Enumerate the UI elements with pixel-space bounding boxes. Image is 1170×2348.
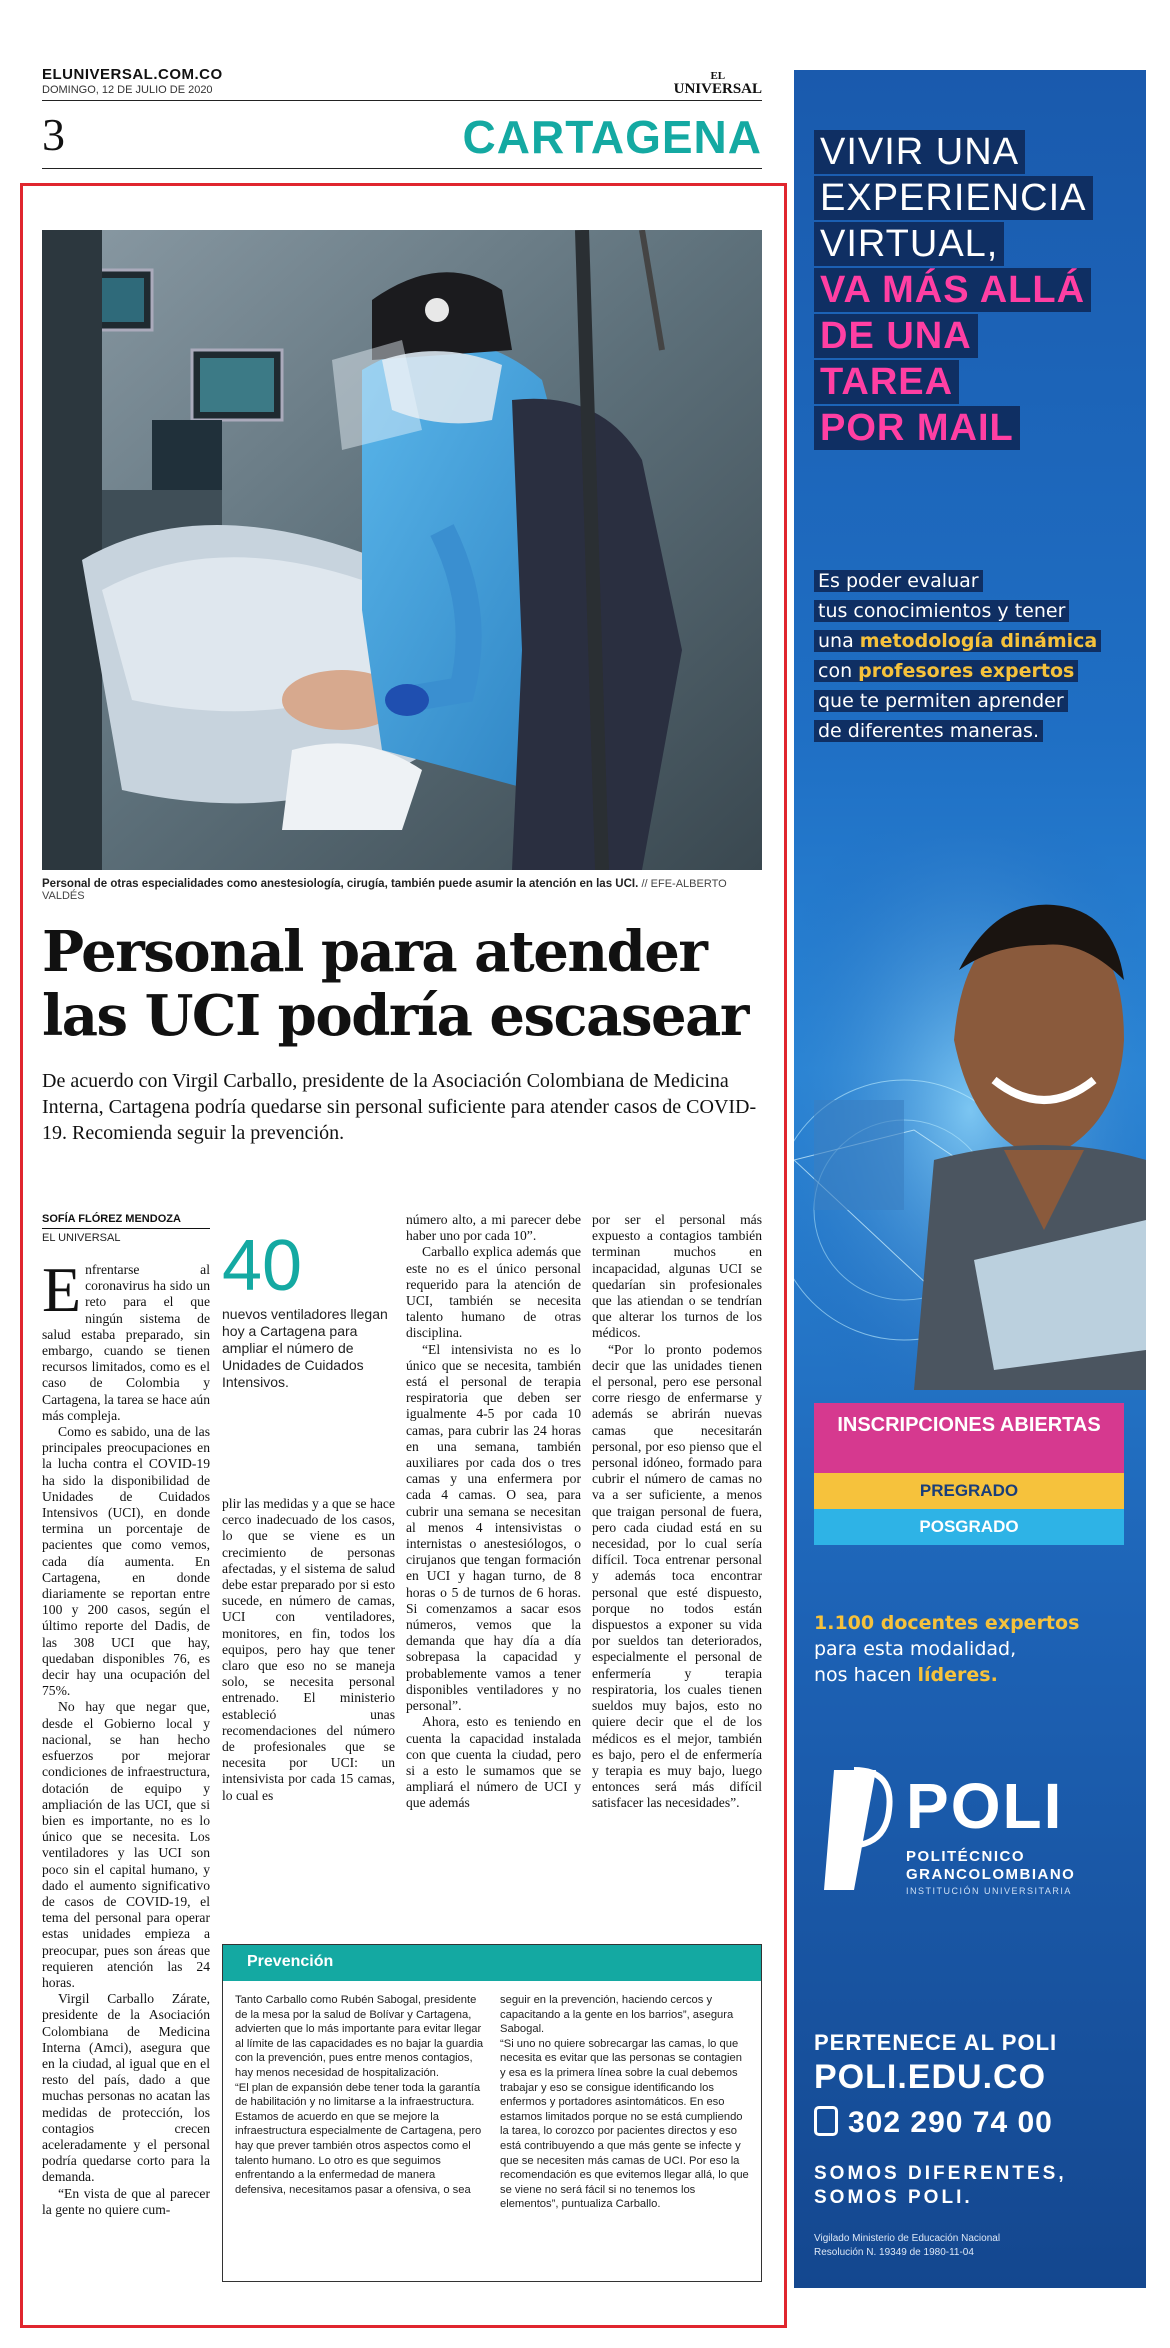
student-photo (794, 830, 1146, 1390)
paragraph: Virgil Carballo Zárate, presidente de la Asociación Colombiana de Medicina Interna (Amci), asegura que en la ciudad, al igual que en el resto del país, dado a que muchas personas no acatan las medidas de protección, los contagios crecen aceleradamente y el personal podría quedarse corto para la demanda. (42, 1991, 210, 2185)
article-deck: De acuerdo con Virgil Carballo, presidente de la Asociación Colombiana de Medicina Interna, Cartagena podría quedarse sin personal suficiente para atender casos de COVID-19. Recomienda seguir la prevención. (42, 1070, 757, 1144)
article-column-1 (42, 1254, 210, 2218)
phone-icon (814, 2106, 838, 2136)
paragraph: Como es sabido, una de las principales preocupaciones en la lucha contra el COVID-19 ha sido la disponibilidad de Unidades de Cuidados Intensivos (UCI), en donde termina un porcentaje de pacientes que como vemos, cada día aumenta. En Cartagena, en donde diariamente se reportan entre 100 y 200 casos, según el último reporte del Dadis, de las 308 UCI que hay, quedaban disponibles 76, es decir hay una ocupación del 75%. (42, 1424, 210, 1699)
stat-number: 40 (222, 1226, 303, 1306)
caption-credit: // EFE-ALBERTO VALDÉS (42, 878, 727, 902)
photo-caption (42, 878, 762, 902)
paragraph: número alto, a mi parecer debe haber uno por cada 10”. (406, 1212, 581, 1244)
masthead (42, 66, 762, 163)
paragraph: Ahora, esto es teniendo en cuenta la capacidad instalada con que cuenta la ciudad, pero si a esto le sumamos que se ampliará el número de UCI y que además (406, 1714, 581, 1811)
box-column-right: seguir en la prevención, haciendo cercos y capacitando a la gente en los barrios”, asegura Sabogal. “Si uno no quiere sobrecargar las camas, lo que necesita es evitar que las personas se contagien y esa es la primera línea sobre la cual debemos trabajar y eso se consigue identificando los enfermos y portadores asintomáticos. En eso estamos limitados porque no se está cumpliendo la tarea, lo corozco por pacientes directos y eso está contribuyendo a que más gente se infecte y que se necesiten más camas de UCI. Por eso la recomendación es que evitemos llegar allá, lo que se viene no será fácil si no tenemos los elementos”, puntualiza Carballo. (500, 1994, 749, 2211)
ad-headline-line: POR MAIL (814, 406, 1020, 450)
article-column-2 (222, 1496, 395, 1804)
byline (42, 1213, 210, 1244)
stat-text: nuevos ventiladores llegan hoy a Cartagena para ampliar el número de Unidades de Cuidados Intensivos. (222, 1306, 388, 1390)
ad-website[interactable]: POLI.EDU.CO (814, 2058, 1047, 2096)
ad-headline-line: TAREA (814, 360, 959, 404)
paragraph: Carballo explica además que este no es el único personal requerido para la atención de UCI, también se necesita talento humano de otras disciplina. (406, 1244, 581, 1341)
ad-headline-line: EXPERIENCIA (814, 176, 1093, 220)
poli-subtitle: POLITÉCNICO GRANCOLOMBIANO (906, 1848, 1076, 1883)
advertisement[interactable] (794, 70, 1146, 2288)
article-column-4 (592, 1212, 762, 1812)
issue-date: DOMINGO, 12 DE JULIO DE 2020 (42, 84, 213, 96)
paragraph: plir las medidas y a que se hace cerco inadecuado de los casos, lo que se viene es un crecimiento de personas afectadas, y el sistema de salud debe estar preparado por si esto sucede, en número de camas, UCI con ventiladores, monitores, en fin, todos los equipos, pero hay que tener claro que eso no se maneja solo, se necesita personal entrenado. El ministerio estableció unas recomendaciones del número de profesionales que se necesita por UCI: un intensivista por cada 15 camas, lo cual es (222, 1496, 395, 1803)
paragraph: por ser el personal más expuesto a contagios también terminan muchos en incapacidad, algunas UCI se quedarían sin profesionales que las atiendan o se tendrían que alterar los turnos de los médicos. (592, 1212, 762, 1341)
headline: Personal para atender las UCI podría escasear (42, 919, 748, 1049)
ad-headline-line: VA MÁS ALLÁ (814, 268, 1091, 312)
prevention-box (222, 1944, 762, 2282)
box-title: Prevención (223, 1945, 761, 1981)
paragraph: No hay que negar que, desde el Gobierno local y nacional, se han hecho esfuerzos por mejorar condiciones de infraestructura, dotación de equipo y ampliación de las UCI, que si bien es importante, no es lo único que se necesita. Los ventiladores y las UCI son poco sin el capital humano, y dado el aumento significativo de casos de COVID-19, el tema del personal para operar estas unidades empieza a preocupar, pues son áreas que requieren atención las 24 horas. (42, 1699, 210, 1990)
paragraph: Enfrentarse al coronavirus ha sido un reto para el que ningún sistema de salud estaba preparado, sin embargo, cuando se tienen recursos limitados, como es el caso de Colombia y Cartagena, la tarea se hace aún más compleja. (42, 1254, 210, 1423)
ad-headline-line: VIVIR UNA (814, 130, 1025, 174)
paragraph: “El intensivista no es lo único que se necesita, también está el personal de terapia respiratoria que deben ser igualmente 4-5 por cada 10 camas, para cubrir las 24 horas en una semana, también auxiliares por cada dos o tres camas y una enfermera por cada 4 camas. O sea, para cubrir una semana se necesitan al menos 4 intensivistas o internistas o anestesiólogos, o cirujanos que tengan formación en UCI y hagan turno, de 8 horas o 5 de turnos de 6 horas. Si comenzamos a sacar esos números, vemos que la demanda que hay día a día sobrepasa la capacidad y probablemente vamos a tener disponibles ventiladores y no personal”. (406, 1341, 581, 1714)
poli-institution: INSTITUCIÓN UNIVERSITARIA (906, 1886, 1072, 1896)
newspaper-logo: EL UNIVERSAL (673, 70, 762, 97)
pregrado-banner: PREGRADO (814, 1473, 1124, 1509)
section-rule (42, 168, 762, 169)
posgrado-banner: POSGRADO (814, 1509, 1124, 1545)
ad-legal: Vigilado Ministerio de Educación Nacional Resolución N. 19349 de 1980-11-04 (814, 2233, 1001, 2258)
article-photo (42, 230, 762, 870)
article-column-3 (406, 1212, 581, 1812)
poli-name: POLI (906, 1770, 1064, 1842)
ad-phone[interactable]: 302 290 74 00 (814, 2106, 1053, 2140)
inscripciones-banner: INSCRIPCIONES ABIERTAS (814, 1403, 1124, 1473)
top-rule (42, 100, 762, 101)
ad-subtext: Es poder evaluar tus conocimientos y tener una metodología dinámica con profesores expertos que te permiten aprender de diferentes maneras. (814, 566, 1134, 746)
paragraph: “En vista de que al parecer la gente no quiere cum- (42, 2185, 210, 2217)
drop-cap: E (42, 1254, 82, 1325)
caption-text: Personal de otras especialidades como anestesiología, cirugía, también puede asumir la atención en las UCI. (42, 878, 639, 890)
publication-name: EL UNIVERSAL (42, 1232, 121, 1244)
ad-tagline: PERTENECE AL POLI (814, 2030, 1058, 2055)
ad-headline-line: DE UNA (814, 314, 978, 358)
ad-slogan: SOMOS DIFERENTES, SOMOS POLI. (814, 2163, 1067, 2208)
section-title: CARTAGENA (462, 111, 762, 163)
paragraph: “Por lo pronto podemos decir que las unidades tienen el personal, pero ese personal corre riesgo de enfermarse y además se abrirán nuevas camas que necesitarán personal, por eso pienso que el personal idóneo, formado para cubrir el número de camas no va a ser suficiente, a menos que traigan personal de fuera, pero cada ciudad está en su necesidad, por lo cual sería difícil. Toca entrenar personal y además toca encontrar personal que esté dispuesto, porque no todos están dispuestos a exponer su vida por sueldos tan deteriorados, especialmente el personal de enfermería y terapia respiratoria, los cuales tienen sueldos muy bajos, esto no quiere decir que el de los médicos es el mejor, también es bajo, pero el de enfermería y terapia es muy bajo, luego entonces será más difícil satisfacer las necesidades”. (592, 1341, 762, 1811)
author-name: SOFÍA FLÓREZ MENDOZA (42, 1213, 210, 1229)
ad-docentes-text: 1.100 docentes expertos para esta modalidad, nos hacen líderes. (814, 1612, 1080, 1686)
site-name: ELUNIVERSAL.COM.CO (42, 66, 223, 83)
box-column-left: Tanto Carballo como Rubén Sabogal, presidente de la mesa por la salud de Bolívar y Cartagena, advierten que lo más importante para evitar llegar al límite de las capacidades es no bajar la guardia con la prevención, pues entre menos contagios, hay menos necesidad de hospitalización. “El plan de expansión debe tener toda la garantía de habilitación y no limitarse a la infraestructura. Estamos de acuerdo en que se mejore la infraestructura especialmente de Cartagena, pero hay que prever también otros aspectos como el talento humano. Lo otro es que seguimos enfrentando a la enfermedad de manera defensiva, necesitamos pasar a ofensiva, o sea (235, 1994, 484, 2196)
page-number: 3 (42, 109, 65, 160)
stat-callout (222, 1226, 395, 1391)
ad-headline-line: VIRTUAL, (814, 222, 1004, 266)
